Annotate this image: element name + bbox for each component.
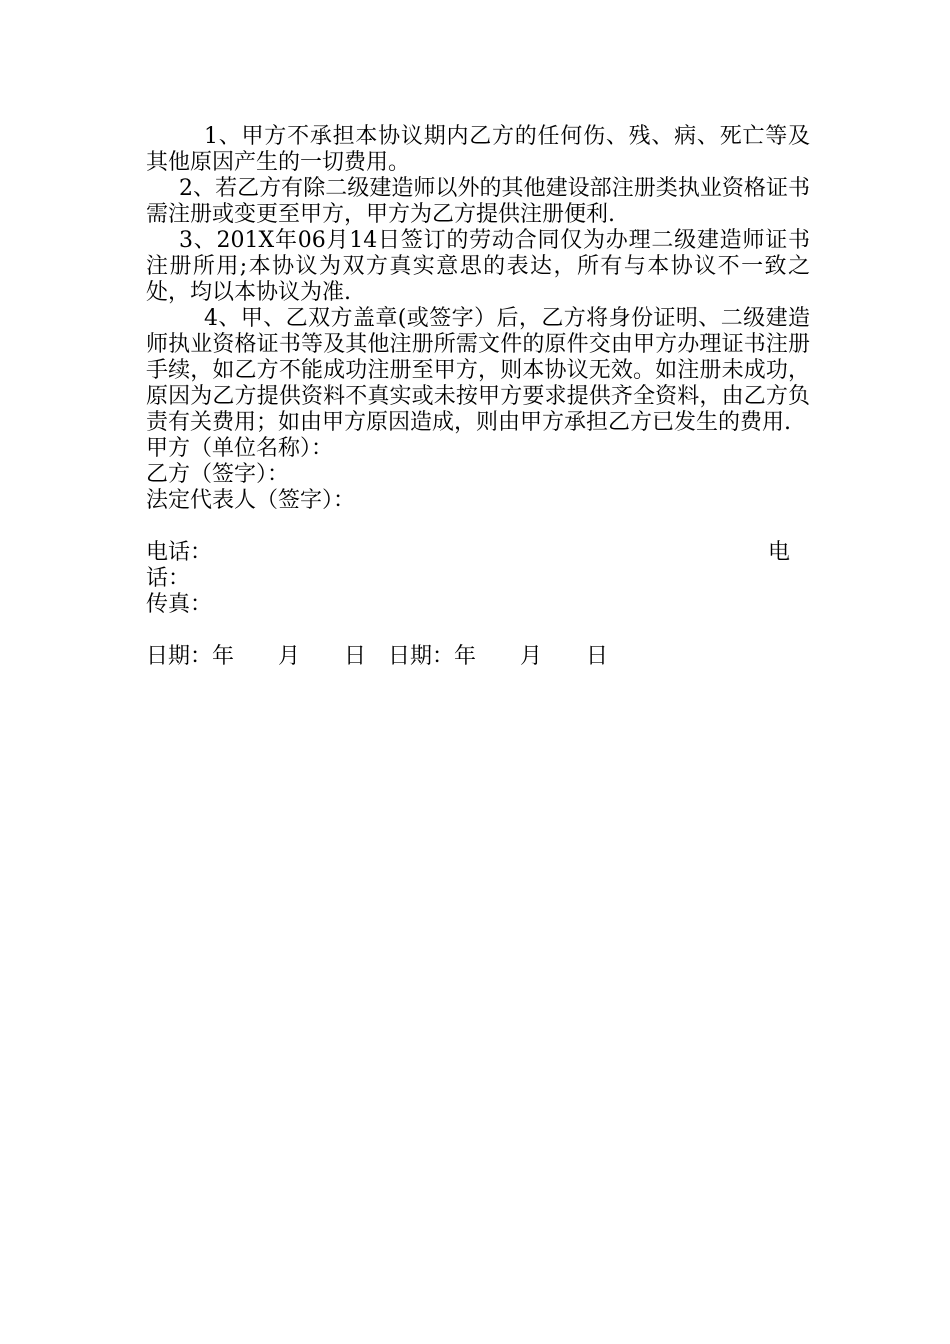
clause-3: 3、201X年06月14日签订的劳动合同仅为办理二级建造师证书注册所用;本协议为双方真实意思的表达，所有与本协议不一致之处，均以本协议为准. bbox=[146, 228, 810, 305]
date-left: 日期：年 月 日 bbox=[146, 644, 367, 669]
fax-label: 传真： bbox=[146, 592, 213, 617]
phone-label-right-part2: 话： bbox=[146, 566, 191, 591]
clause-1: 1、甲方不承担本协议期内乙方的任何伤、残、病、死亡等及其他原因产生的一切费用。 bbox=[146, 124, 810, 175]
spacer bbox=[146, 514, 810, 540]
clause-2: 2、若乙方有除二级建造师以外的其他建设部注册类执业资格证书需注册或变更至甲方，甲方为乙方提供注册便利. bbox=[146, 176, 810, 227]
phone-label-left: 电话： bbox=[146, 540, 213, 565]
date-row bbox=[146, 644, 810, 670]
date-right: 日期：年 月 日 bbox=[388, 644, 609, 669]
clause-4: 4、甲、乙双方盖章(或签字）后，乙方将身份证明、二级建造师执业资格证书等及其他注册所需文件的原件交由甲方办理证书注册手续，如乙方不能成功注册至甲方，则本协议无效。如注册未成功，原因为乙方提供资料不真实或未按甲方要求提供齐全资料，由乙方负责有关费用；如由甲方原因造成，则由甲方承担乙方已发生的费用. bbox=[146, 306, 810, 435]
party-a-label: 甲方（单位名称）： bbox=[146, 436, 334, 461]
phone-label-right-part1: 电 bbox=[767, 540, 790, 565]
phone-row bbox=[146, 540, 810, 566]
party-b-label: 乙方（签字）： bbox=[146, 462, 290, 487]
agreement-page bbox=[146, 124, 810, 670]
legal-rep-label: 法定代表人（签字）： bbox=[146, 488, 356, 513]
spacer bbox=[146, 618, 810, 644]
